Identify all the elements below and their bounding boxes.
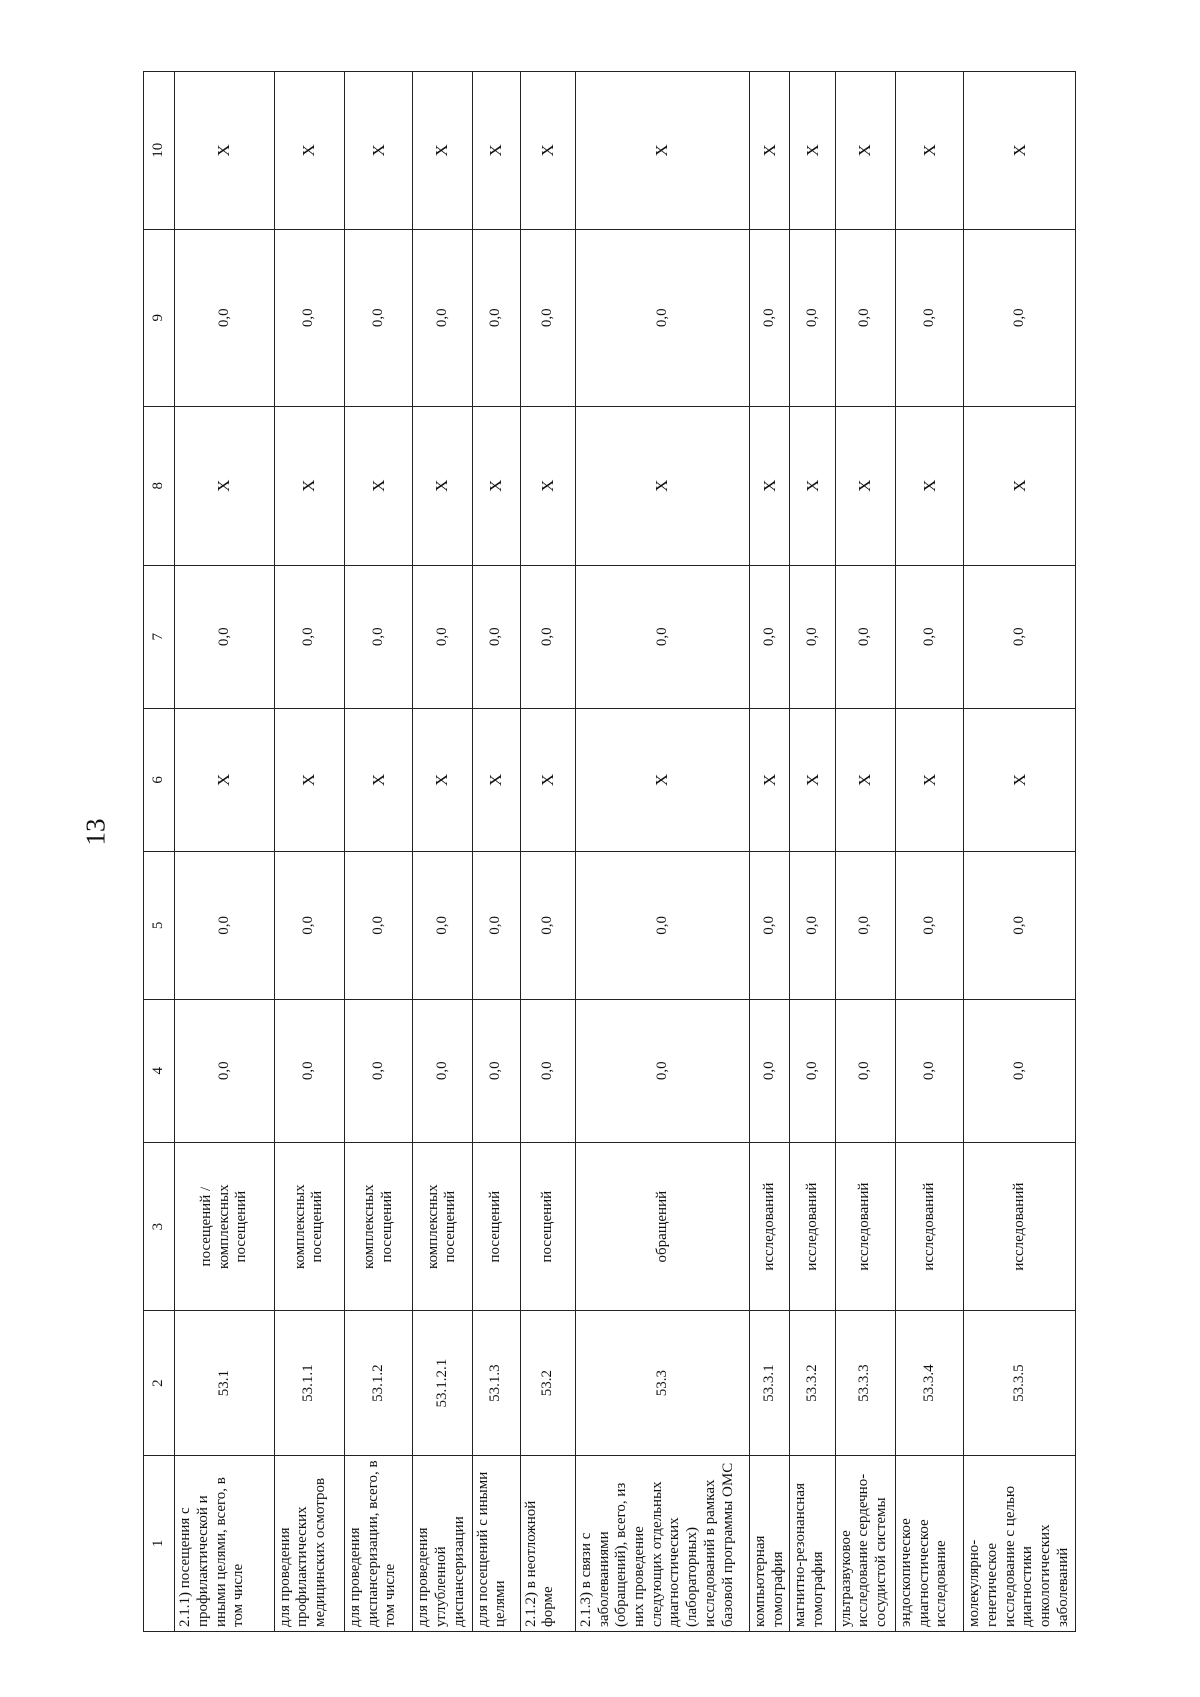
table-row xyxy=(520,72,575,1632)
row-code: 53.1.1 xyxy=(274,1311,344,1455)
value-cell: 0,0 xyxy=(413,852,472,1000)
x-mark: X xyxy=(749,406,790,565)
header-cell: 3 xyxy=(144,1142,175,1311)
value-cell: 0,0 xyxy=(175,852,274,1000)
x-mark: X xyxy=(964,406,1076,565)
value-cell: 0,0 xyxy=(895,999,963,1142)
header-cell: 1 xyxy=(144,1455,175,1631)
value-cell: 0,0 xyxy=(749,852,790,1000)
table-row xyxy=(576,72,750,1632)
value-cell: 0,0 xyxy=(749,999,790,1142)
x-mark: X xyxy=(472,406,520,565)
unit-cell: посещений xyxy=(520,1142,575,1311)
value-cell: 0,0 xyxy=(964,565,1076,708)
value-cell: 0,0 xyxy=(520,999,575,1142)
value-cell: 0,0 xyxy=(576,565,750,708)
unit-cell: комплексных посещений xyxy=(413,1142,472,1311)
table-row xyxy=(344,72,412,1632)
row-code: 53.3.4 xyxy=(895,1311,963,1455)
x-mark: X xyxy=(344,708,412,851)
indicator-name: молекулярно-генетическое исследование с целью диагностики онкологических заболеваний xyxy=(964,1455,1076,1631)
value-cell: 0,0 xyxy=(344,565,412,708)
x-mark: X xyxy=(895,72,963,230)
row-code: 53.3.1 xyxy=(749,1311,790,1455)
value-cell: 0,0 xyxy=(749,565,790,708)
value-cell: 0,0 xyxy=(472,565,520,708)
value-cell: 0,0 xyxy=(835,229,895,406)
header-cell: 6 xyxy=(144,708,175,851)
x-mark: X xyxy=(835,708,895,851)
x-mark: X xyxy=(964,72,1076,230)
value-cell: 0,0 xyxy=(964,852,1076,1000)
x-mark: X xyxy=(175,72,274,230)
x-mark: X xyxy=(274,72,344,230)
data-table xyxy=(143,71,1076,1632)
x-mark: X xyxy=(576,72,750,230)
value-cell: 0,0 xyxy=(344,852,412,1000)
value-cell: 0,0 xyxy=(790,229,835,406)
x-mark: X xyxy=(344,406,412,565)
x-mark: X xyxy=(413,72,472,230)
table-row xyxy=(175,72,274,1632)
unit-cell: исследований xyxy=(790,1142,835,1311)
indicator-name: для проведения профилактических медицинских осмотров xyxy=(274,1455,344,1631)
x-mark: X xyxy=(472,72,520,230)
x-mark: X xyxy=(413,708,472,851)
indicator-name: для проведения диспансеризации, всего, в том числе xyxy=(344,1455,412,1631)
indicator-name: 2.1.1) посещения с профилактической и иными целями, всего, в том числе xyxy=(175,1455,274,1631)
value-cell: 0,0 xyxy=(413,999,472,1142)
indicator-name: компьютерная томография xyxy=(749,1455,790,1631)
table-row xyxy=(790,72,835,1632)
value-cell: 0,0 xyxy=(520,852,575,1000)
x-mark: X xyxy=(835,72,895,230)
value-cell: 0,0 xyxy=(175,229,274,406)
row-code: 53.3.2 xyxy=(790,1311,835,1455)
x-mark: X xyxy=(520,406,575,565)
value-cell: 0,0 xyxy=(274,565,344,708)
value-cell: 0,0 xyxy=(520,565,575,708)
table-row xyxy=(749,72,790,1632)
x-mark: X xyxy=(175,406,274,565)
table-row xyxy=(472,72,520,1632)
value-cell: 0,0 xyxy=(274,852,344,1000)
x-mark: X xyxy=(413,406,472,565)
table-row xyxy=(964,72,1076,1632)
value-cell: 0,0 xyxy=(835,852,895,1000)
indicator-name: 2.1.2) в неотложной форме xyxy=(520,1455,575,1631)
value-cell: 0,0 xyxy=(790,999,835,1142)
x-mark: X xyxy=(790,406,835,565)
value-cell: 0,0 xyxy=(413,229,472,406)
x-mark: X xyxy=(749,708,790,851)
table-row xyxy=(895,72,963,1632)
x-mark: X xyxy=(175,708,274,851)
x-mark: X xyxy=(576,708,750,851)
unit-cell: исследований xyxy=(749,1142,790,1311)
indicator-name: ультразвуковое исследование сердечно-сосудистой системы xyxy=(835,1455,895,1631)
value-cell: 0,0 xyxy=(344,229,412,406)
row-code: 53.3 xyxy=(576,1311,750,1455)
x-mark: X xyxy=(344,72,412,230)
indicator-name: магнитно-резонансная томография xyxy=(790,1455,835,1631)
value-cell: 0,0 xyxy=(175,565,274,708)
table-row xyxy=(274,72,344,1632)
x-mark: X xyxy=(274,406,344,565)
value-cell: 0,0 xyxy=(576,229,750,406)
value-cell: 0,0 xyxy=(964,999,1076,1142)
value-cell: 0,0 xyxy=(895,565,963,708)
row-code: 53.1 xyxy=(175,1311,274,1455)
row-code: 53.1.3 xyxy=(472,1311,520,1455)
table-row xyxy=(413,72,472,1632)
value-cell: 0,0 xyxy=(835,999,895,1142)
header-row xyxy=(144,72,175,1632)
header-cell: 9 xyxy=(144,229,175,406)
value-cell: 0,0 xyxy=(749,229,790,406)
unit-cell: обращений xyxy=(576,1142,750,1311)
header-cell: 5 xyxy=(144,852,175,1000)
value-cell: 0,0 xyxy=(344,999,412,1142)
x-mark: X xyxy=(520,708,575,851)
x-mark: X xyxy=(895,406,963,565)
x-mark: X xyxy=(749,72,790,230)
indicator-name: 2.1.3) в связи с заболеваниями (обращений), всего, из них проведение следующих отдельных диагностических (лабораторных) исследований в рамках базовой программы ОМС xyxy=(576,1455,750,1631)
x-mark: X xyxy=(790,72,835,230)
unit-cell: комплексных посещений xyxy=(274,1142,344,1311)
indicator-name: для проведения углубленной диспансеризации xyxy=(413,1455,472,1631)
indicator-name: эндоскопическое диагностическое исследование xyxy=(895,1455,963,1631)
value-cell: 0,0 xyxy=(274,229,344,406)
value-cell: 0,0 xyxy=(274,999,344,1142)
x-mark: X xyxy=(895,708,963,851)
value-cell: 0,0 xyxy=(472,229,520,406)
indicator-name: для посещений с иными целями xyxy=(472,1455,520,1631)
table-row xyxy=(835,72,895,1632)
header-cell: 10 xyxy=(144,72,175,230)
unit-cell: исследований xyxy=(835,1142,895,1311)
x-mark: X xyxy=(835,406,895,565)
unit-cell: комплексных посещений xyxy=(344,1142,412,1311)
header-cell: 2 xyxy=(144,1311,175,1455)
row-code: 53.3.5 xyxy=(964,1311,1076,1455)
row-code: 53.1.2.1 xyxy=(413,1311,472,1455)
header-cell: 8 xyxy=(144,406,175,565)
row-code: 53.3.3 xyxy=(835,1311,895,1455)
x-mark: X xyxy=(576,406,750,565)
unit-cell: исследований xyxy=(895,1142,963,1311)
value-cell: 0,0 xyxy=(835,565,895,708)
x-mark: X xyxy=(520,72,575,230)
unit-cell: исследований xyxy=(964,1142,1076,1311)
value-cell: 0,0 xyxy=(413,565,472,708)
value-cell: 0,0 xyxy=(520,229,575,406)
x-mark: X xyxy=(964,708,1076,851)
value-cell: 0,0 xyxy=(895,852,963,1000)
value-cell: 0,0 xyxy=(964,229,1076,406)
x-mark: X xyxy=(790,708,835,851)
value-cell: 0,0 xyxy=(576,999,750,1142)
value-cell: 0,0 xyxy=(175,999,274,1142)
x-mark: X xyxy=(472,708,520,851)
x-mark: X xyxy=(274,708,344,851)
value-cell: 0,0 xyxy=(472,999,520,1142)
unit-cell: посещений / комплексных посещений xyxy=(175,1142,274,1311)
value-cell: 0,0 xyxy=(790,565,835,708)
value-cell: 0,0 xyxy=(576,852,750,1000)
value-cell: 0,0 xyxy=(895,229,963,406)
header-cell: 7 xyxy=(144,565,175,708)
row-code: 53.1.2 xyxy=(344,1311,412,1455)
value-cell: 0,0 xyxy=(790,852,835,1000)
row-code: 53.2 xyxy=(520,1311,575,1455)
value-cell: 0,0 xyxy=(472,852,520,1000)
page-number: 13 xyxy=(80,818,111,846)
unit-cell: посещений xyxy=(472,1142,520,1311)
header-cell: 4 xyxy=(144,999,175,1142)
table-container xyxy=(143,71,1076,1632)
